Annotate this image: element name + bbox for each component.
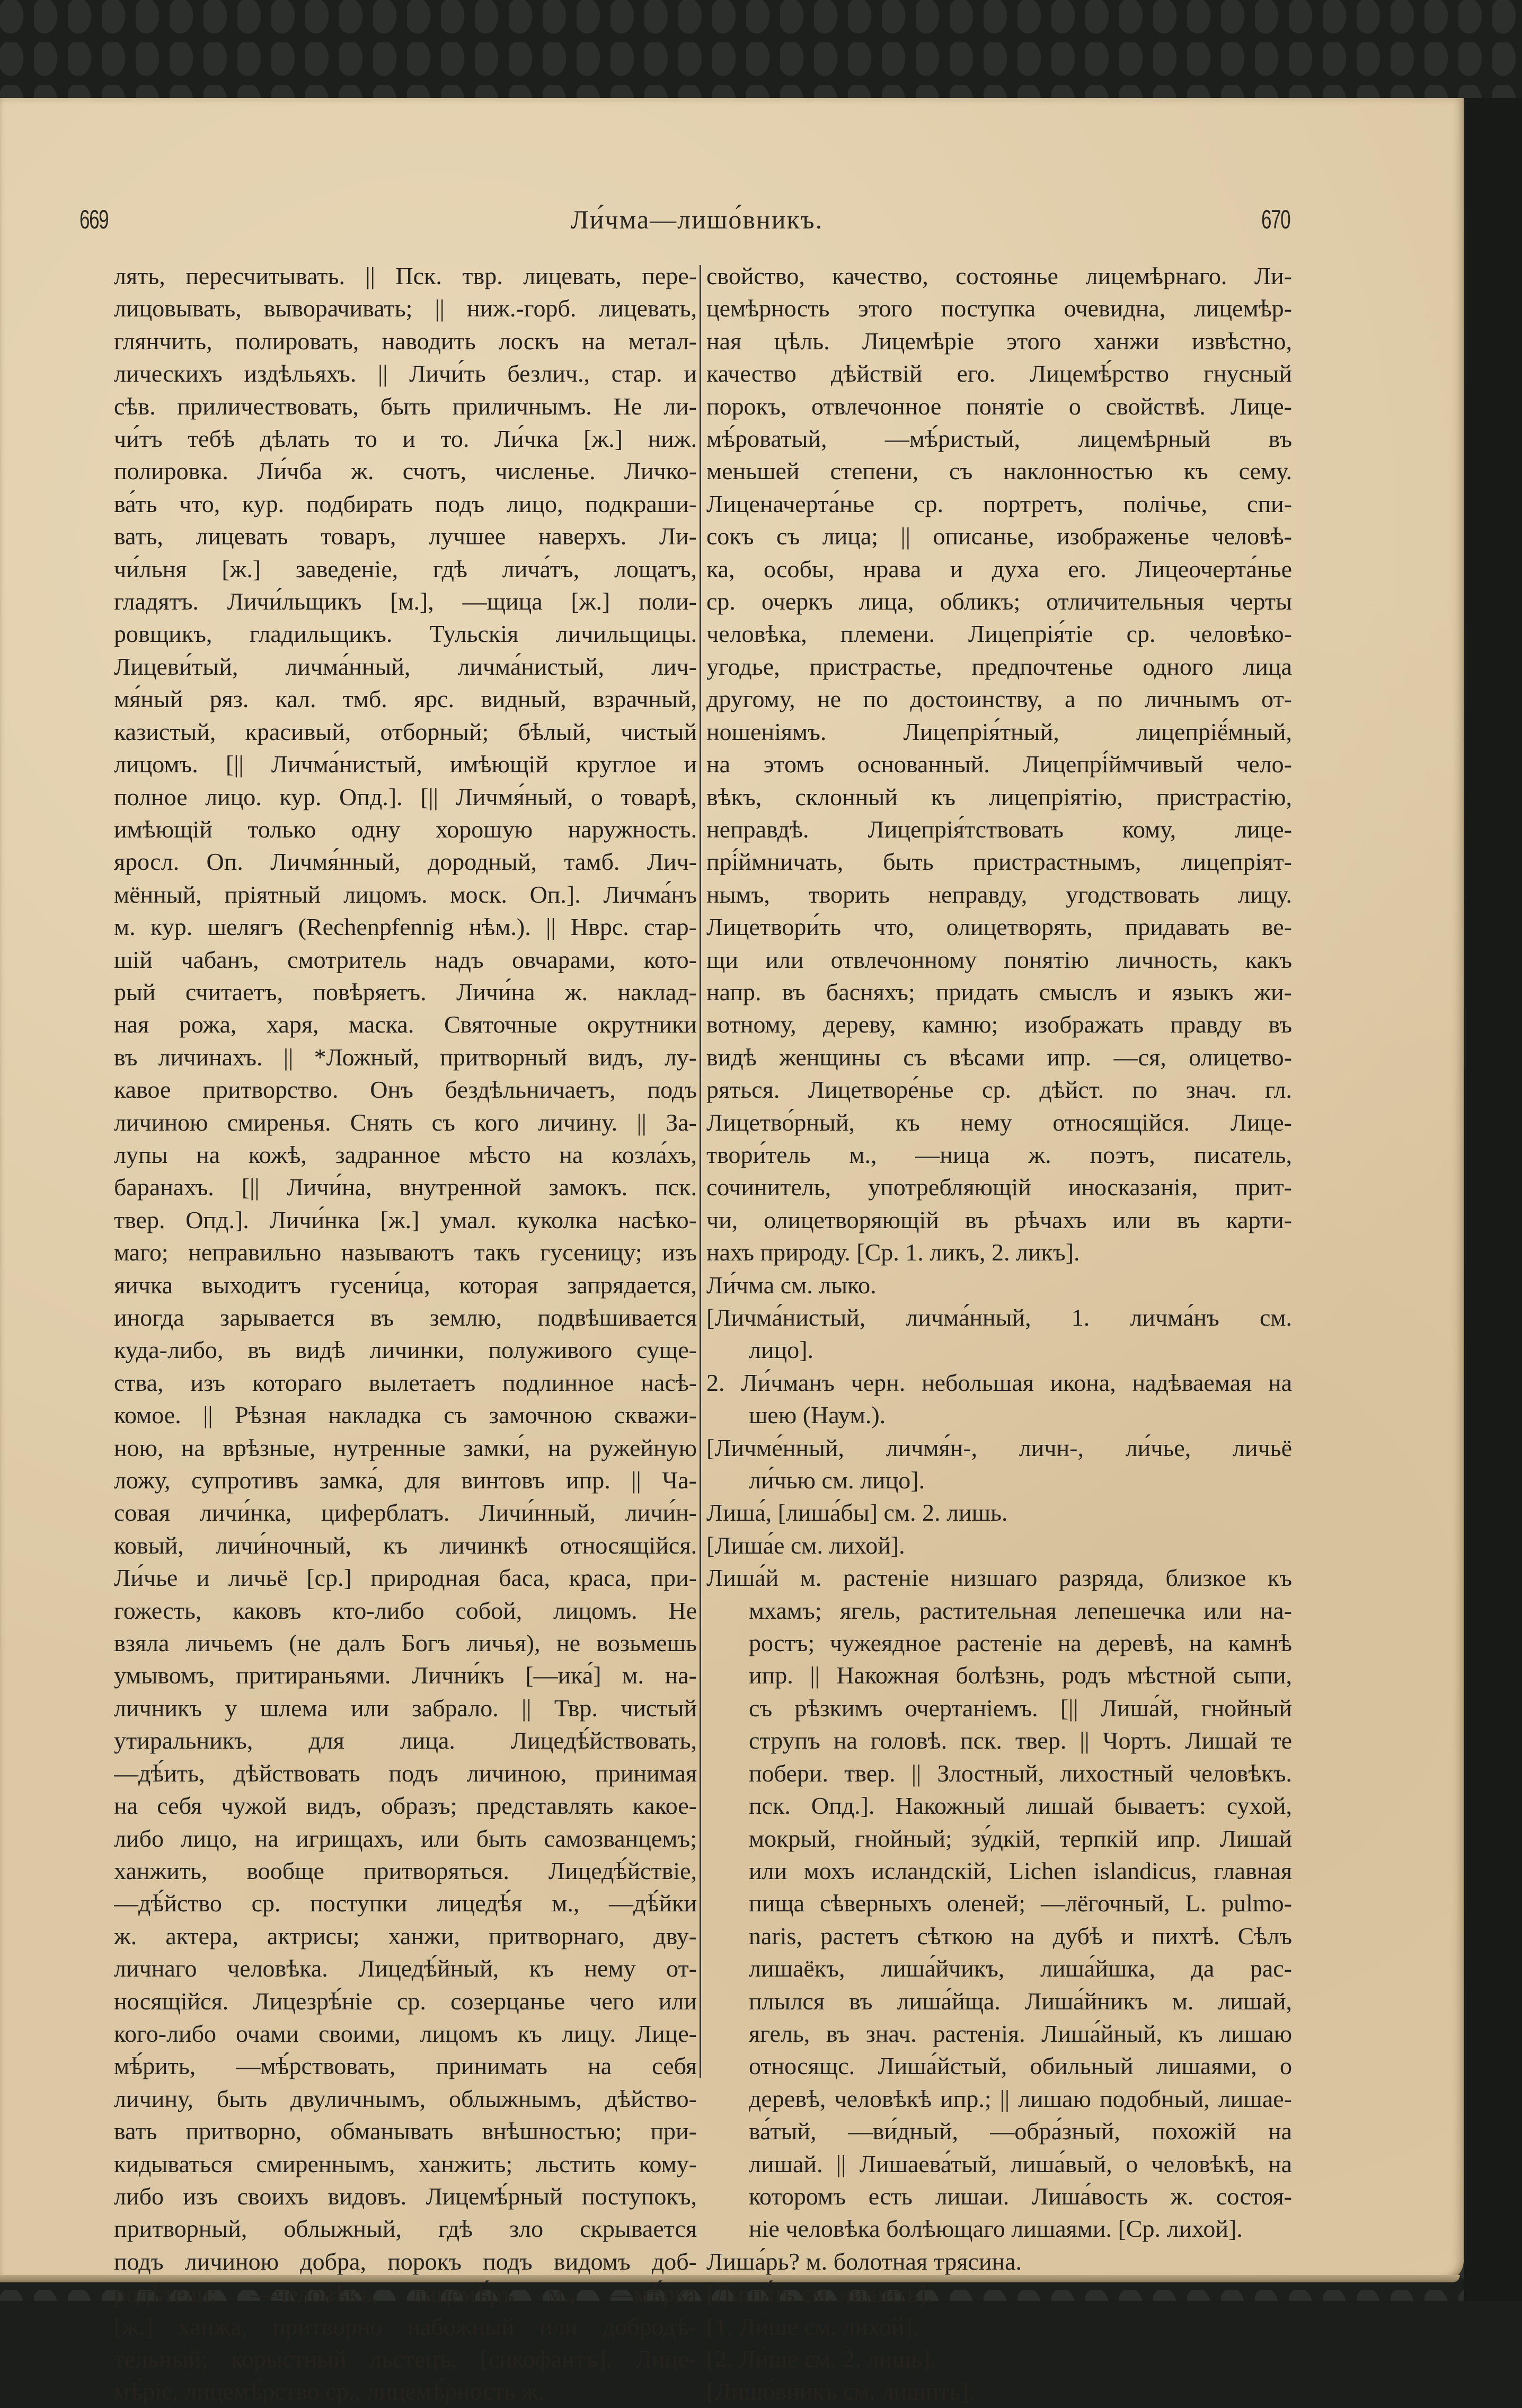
- text-line: яросл. Оп. Личмя́нный, дородный, тамб. Лич-: [114, 848, 697, 876]
- text-line: совая личи́нка, циферблатъ. Личи́нный, личи́н-: [114, 1499, 697, 1527]
- text-line: ровщикъ, гладильщикъ. Тульскія личильщицы.: [114, 620, 697, 648]
- text-line: м. кур. шелягъ (Rechenpfennig нѣм.). || Нврс. стар-: [114, 913, 697, 941]
- text-line: утиральникъ, для лица. Лицедѣ́йствовать,: [114, 1727, 697, 1754]
- text-line: полировка. Ли́чба ж. счотъ, численье. Личко-: [114, 457, 697, 485]
- text-line: куда-либо, въ видѣ личинки, полуживого суще-: [114, 1336, 697, 1364]
- text-line: напр. въ басняхъ; придать смыслъ и языкъ жи-: [706, 978, 1292, 1005]
- text-line: твер. Опд.]. Личи́нка [ж.] умал. куколка насѣко-: [114, 1206, 697, 1233]
- text-line: умывомъ, притираньями. Лични́къ [—ика́] м. на-: [114, 1662, 697, 1689]
- text-line: ж. актера, актрисы; ханжи, притворнаго, дву-: [114, 1922, 697, 1950]
- column-divider: [700, 265, 701, 2078]
- entry-headword-line: [Личме́нный, личмя́н-, личн-, ли́чье, личьё: [706, 1434, 1292, 1461]
- text-line: личиною смиренья. Снять съ кого личину. || За-: [114, 1108, 697, 1136]
- entry-headword-line: [Лишо́вникъ см. лишить].: [706, 2378, 975, 2405]
- text-line: ростъ; чужеядное растеніе на деревѣ, на камнѣ: [749, 1629, 1292, 1657]
- text-line: относящс. Лиша́йстый, обильный лишаями, о: [749, 2052, 1292, 2080]
- entry-headword-line: Лиша́рь? м. болотная трясина.: [706, 2247, 1022, 2275]
- text-line: кавое притворство. Онъ бездѣльничаетъ, подъ: [114, 1076, 697, 1104]
- text-line: вѣкъ, склонный къ лицепріятію, пристрастію,: [706, 783, 1292, 810]
- text-line: прі́ймничать, быть пристрастнымъ, лицепріят-: [706, 848, 1292, 876]
- text-line: взяла личьемъ (не далъ Богъ личья), не возьмешь: [114, 1629, 697, 1657]
- text-line: маго; неправильно называютъ такъ гусеницу; изъ: [114, 1239, 697, 1266]
- text-line: нахъ природу. [Ср. 1. ликъ, 2. ликъ].: [706, 1239, 1080, 1266]
- text-line: угодье, пристрастье, предпочтенье одного лица: [706, 652, 1292, 680]
- text-line: качество дѣйствій его. Лицемѣ́рство гнусный: [706, 360, 1292, 387]
- text-line: тельный; корыстный льстецъ, [сикофантъ]. Лице-: [114, 2345, 697, 2372]
- text-line: ягель, въ знач. растенія. Лиша́йный, къ лишаю: [749, 2019, 1292, 2047]
- text-line: мѣ́роватый, —мѣ́ристый, лицемѣрный въ: [706, 425, 1292, 453]
- text-line: порокъ, отвлечонное понятіе о свойствѣ. Лице-: [706, 392, 1292, 420]
- text-line: ва́ть что, кур. подбирать подъ лицо, подкраши-: [114, 490, 697, 517]
- text-line: ніе человѣка болѣющаго лишаями. [Ср. лихой].: [749, 2215, 1243, 2243]
- text-line: либо изъ своихъ видовъ. Лицемѣ́рный поступокъ,: [114, 2182, 697, 2210]
- text-line: сочинитель, употребляющій иносказанія, прит-: [706, 1174, 1292, 1201]
- text-line: личнаго человѣка. Лицедѣ́йный, къ нему от-: [114, 1955, 697, 1982]
- text-column-left: [114, 260, 697, 2408]
- text-line: щи или отвлечонному понятію личность, какъ: [706, 946, 1292, 973]
- text-line: лишай. || Лишаева́тый, лиша́вый, о человѣкѣ, на: [749, 2150, 1292, 2177]
- text-line: чи́льня [ж.] заведеніе, гдѣ лича́тъ, лощатъ,: [114, 555, 697, 583]
- text-line: —дѣ́ить, дѣйствовать подъ личиною, принимая: [114, 1759, 697, 1787]
- page-number-right: 670: [1261, 205, 1290, 234]
- text-line: носящійся. Лицезрѣ́ніе ср. созерцанье чего или: [114, 1987, 697, 2015]
- text-line: иногда зарывается въ землю, подвѣшивается: [114, 1304, 697, 1331]
- text-line: неправдѣ. Лицепрія́тствовать кому, лице-: [706, 815, 1292, 843]
- text-line: лицомъ. [|| Личма́нистый, имѣющій круглое и: [114, 751, 697, 778]
- text-line: на себя чужой видъ, образъ; представлять какое-: [114, 1792, 697, 1820]
- text-line: или мохъ исландскій, Lichen islandicus, главная: [749, 1857, 1292, 1884]
- text-line: ср. очеркъ лица, обликъ; отличительныя черты: [706, 588, 1292, 615]
- entry-headword-line: [1. Ли́ше см. лихой].: [706, 2313, 919, 2340]
- text-line: баранахъ. [|| Личи́на, внутренной замокъ. пск.: [114, 1174, 697, 1201]
- text-line: ханжить, вообще притворяться. Лицедѣ́йствіе,: [114, 1857, 697, 1884]
- text-line: плылся въ лиша́йща. Лиша́йникъ м. лишай,: [749, 1987, 1292, 2015]
- text-line: гожесть, каковъ кто-либо собой, лицомъ. Не: [114, 1596, 697, 1624]
- text-line: нымъ, творить неправду, угодствовать лицу.: [706, 880, 1292, 908]
- text-line: Лицетвори́ть что, олицетворять, придавать ве-: [706, 913, 1292, 941]
- page-header: [79, 204, 1314, 236]
- text-line: ная рожа, харя, маска. Святочные окрутники: [114, 1011, 697, 1038]
- text-line: кого-либо очами своими, лицомъ къ лицу. Лице-: [114, 2019, 697, 2047]
- text-line: меньшей степени, съ наклонностью къ сему.: [706, 457, 1292, 485]
- text-line: вать притворно, обманывать внѣшностью; при-: [114, 2118, 697, 2145]
- text-line: гладятъ. Личи́льщикъ [м.], —щица [ж.] поли-: [114, 588, 697, 615]
- text-line: Лицеви́тый, личма́нный, личма́нистый, лич-: [114, 652, 697, 680]
- text-line: личникъ у шлема или забрало. || Твр. чистый: [114, 1694, 697, 1722]
- entry-headword-line: [2. Ли́ше см. 2. лишь].: [706, 2345, 936, 2372]
- text-line: твори́тель м., —ница ж. поэтъ, писатель,: [706, 1141, 1292, 1168]
- text-line: съ рѣзкимъ очертаніемъ. [|| Лиша́й, гнойный: [749, 1694, 1292, 1722]
- text-line: другому, не по достоинству, а по личнымъ от-: [706, 685, 1292, 713]
- text-line: чи́тъ тебѣ дѣлать то и то. Ли́чка [ж.] ниж.: [114, 425, 697, 453]
- entry-headword-line: Лиша́, [лиша́бы] см. 2. лишь.: [706, 1499, 1008, 1527]
- text-line: личину, быть двуличнымъ, облыжнымъ, дѣйство-: [114, 2085, 697, 2112]
- text-line: которомъ есть лишаи. Лиша́вость ж. состоя-: [749, 2182, 1292, 2210]
- text-line: притворный, облыжный, гдѣ зло скрывается: [114, 2215, 697, 2243]
- text-line: ковый, личи́ночный, къ личинкѣ относящійся.: [114, 1531, 697, 1559]
- text-line: ли́чью см. лицо].: [749, 1467, 925, 1494]
- text-line: имѣющій только одну хорошую наружность.: [114, 815, 697, 843]
- text-line: Ли́чье и личьё [ср.] природная баса, краса, при-: [114, 1564, 697, 1592]
- text-line: пища сѣверныхъ оленей; —лёгочный, L. pulmo-: [749, 1890, 1292, 1917]
- text-line: ною, на врѣзные, нутренные замки́, на ружейную: [114, 1434, 697, 1461]
- text-line: —дѣ́йство ср. поступки лицедѣ́я м., —дѣ́йки: [114, 1890, 697, 1917]
- text-line: ва́тый, —ви́дный, —обра́зный, похожій на: [749, 2118, 1292, 2145]
- text-line: видѣ женщины съ вѣсами ипр. —ся, олицетво-: [706, 1043, 1292, 1071]
- text-line: на этомъ основанный. Лицепрі́ймчивый чело-: [706, 751, 1292, 778]
- text-line: пск. Опд.]. Накожный лишай бываетъ: сухой,: [749, 1792, 1292, 1820]
- text-line: вотному, дереву, камню; изображать правду въ: [706, 1011, 1292, 1038]
- text-line: сѣв. приличествовать, быть приличнымъ. Не ли-: [114, 392, 697, 420]
- text-line: лишаёкъ, лиша́йчикъ, лиша́йшка, да рас-: [749, 1955, 1292, 1982]
- text-line: ложу, супротивъ замка́, для винтовъ ипр. || Ча-: [114, 1467, 697, 1494]
- entry-headword-line: [Личма́нистый, личма́нный, 1. личма́нъ см.: [706, 1304, 1292, 1331]
- text-line: мѣ́рить, —мѣ́рствовать, принимать на себя: [114, 2052, 697, 2080]
- text-line: чи, олицетворяющій въ рѣчахъ или въ карти-: [706, 1206, 1292, 1233]
- text-line: Лиценачерта́нье ср. портретъ, полічье, спи-: [706, 490, 1292, 517]
- text-line: человѣка, племени. Лицепрія́тіе ср. человѣко-: [706, 620, 1292, 648]
- text-line: вать, лицевать товаръ, лучшее наверхъ. Ли-: [114, 523, 697, 550]
- text-line: цемѣрность этого поступка очевидна, лицемѣр-: [706, 295, 1292, 322]
- text-line: ношеніямъ. Лицепрія́тный, лицепріё́мный,: [706, 718, 1292, 745]
- text-line: сокъ съ лица; || описанье, изображенье человѣ-: [706, 523, 1292, 550]
- text-line: мённый, пріятный лицомъ. моск. Оп.]. Личма́нъ: [114, 880, 697, 908]
- text-line: родѣтели; —человѣкъ, лицемѣ́ръ м., —мѣ́рка: [114, 2280, 697, 2308]
- text-line: лять, пересчитывать. || Пск. твр. лицевать, пере-: [114, 262, 697, 289]
- entry-headword-line: [Лиша́ть см. лишить].: [706, 2280, 933, 2308]
- text-line: шею (Наум.).: [749, 1401, 886, 1429]
- text-line: мя́ный ряз. кал. тмб. ярс. видный, взрачный,: [114, 685, 697, 713]
- text-line: яичка выходитъ гусени́ца, которая запрядается,: [114, 1271, 697, 1299]
- text-line: комое. || Рѣзная накладка съ замочною скважи-: [114, 1401, 697, 1429]
- text-line: подъ личиною добра, порокъ подъ видомъ доб-: [114, 2247, 697, 2275]
- text-line: лицовывать, выворачивать; || ниж.-горб. лицевать,: [114, 295, 697, 322]
- text-line: ства, изъ котораго вылетаетъ подлинное насѣ-: [114, 1369, 697, 1396]
- text-line: либо лицо, на игрищахъ, или быть самозванцемъ;: [114, 1824, 697, 1852]
- text-line: казистый, красивый, отборный; бѣлый, чистый: [114, 718, 697, 745]
- text-column-right: [706, 260, 1292, 2408]
- text-line: побери. твер. || Злостный, лихостный человѣкъ.: [749, 1759, 1292, 1787]
- text-line: кидываться смиреннымъ, ханжить; льстить кому-: [114, 2150, 697, 2177]
- text-line: ная цѣль. Лицемѣріе этого ханжи извѣстно,: [706, 327, 1292, 355]
- text-line: свойство, качество, состоянье лицемѣрнаго. Ли-: [706, 262, 1292, 289]
- text-line: naris, растетъ сѣткою на дубѣ и пихтѣ. Сѣлъ: [749, 1922, 1292, 1950]
- text-line: [ж.] ханжа, притворно набожный или добродѣ-: [114, 2313, 697, 2340]
- entry-headword-line: Ли́чма см. лыко.: [706, 1271, 877, 1299]
- page-number-left: 669: [79, 205, 109, 234]
- text-line: лическихъ издѣльяхъ. || Личи́ть безлич., стар. и: [114, 360, 697, 387]
- book-spine-shadow: [1464, 98, 1522, 2301]
- text-line: мѣ́ріе, лицемѣ́рство ср., лицемѣ́рность ж.: [114, 2378, 545, 2405]
- text-line: лицо].: [749, 1336, 814, 1364]
- entry-headword-line: 2. Ли́чманъ черн. небольшая икона, надѣваемая на: [706, 1369, 1292, 1396]
- text-line: деревѣ, человѣкѣ ипр.; || лишаю подобный, лишае-: [749, 2085, 1292, 2112]
- text-line: лупы на кожѣ, задранное мѣсто на козла́хъ,: [114, 1141, 697, 1168]
- text-line: ипр. || Накожная болѣзнь, родъ мѣстной сыпи,: [749, 1662, 1292, 1689]
- text-line: струпъ на головѣ. пск. твер. || Чортъ. Лишай те: [749, 1727, 1292, 1754]
- text-line: рый считаетъ, повѣряетъ. Личи́на ж. наклад-: [114, 978, 697, 1005]
- text-line: мокрый, гнойный; зу́дкій, терпкій ипр. Лишай: [749, 1824, 1292, 1852]
- entry-headword-line: Лиша́й м. растеніе низшаго разряда, близкое къ: [706, 1564, 1292, 1592]
- text-line: Лицетво́рный, къ нему относящійся. Лице-: [706, 1108, 1292, 1136]
- text-line: шій чабанъ, смотритель надъ овчарами, кото-: [114, 946, 697, 973]
- entry-headword-line: [Лиша́е см. лихой].: [706, 1531, 905, 1559]
- text-line: ка, особы, нрава и духа его. Лицеочерта́нье: [706, 555, 1292, 583]
- text-line: мхамъ; ягель, растительная лепешечка или на-: [749, 1596, 1292, 1624]
- text-line: ряться. Лицетворе́нье ср. дѣйст. по знач. гл.: [706, 1076, 1292, 1104]
- text-line: полное лицо. кур. Опд.]. [|| Личмя́ный, о товарѣ,: [114, 783, 697, 810]
- text-line: глянчить, полировать, наводить лоскъ на метал-: [114, 327, 697, 355]
- running-title: Ли́чма—лишо́вникъ.: [570, 205, 824, 234]
- text-line: въ личинахъ. || *Ложный, притворный видъ, лу-: [114, 1043, 697, 1071]
